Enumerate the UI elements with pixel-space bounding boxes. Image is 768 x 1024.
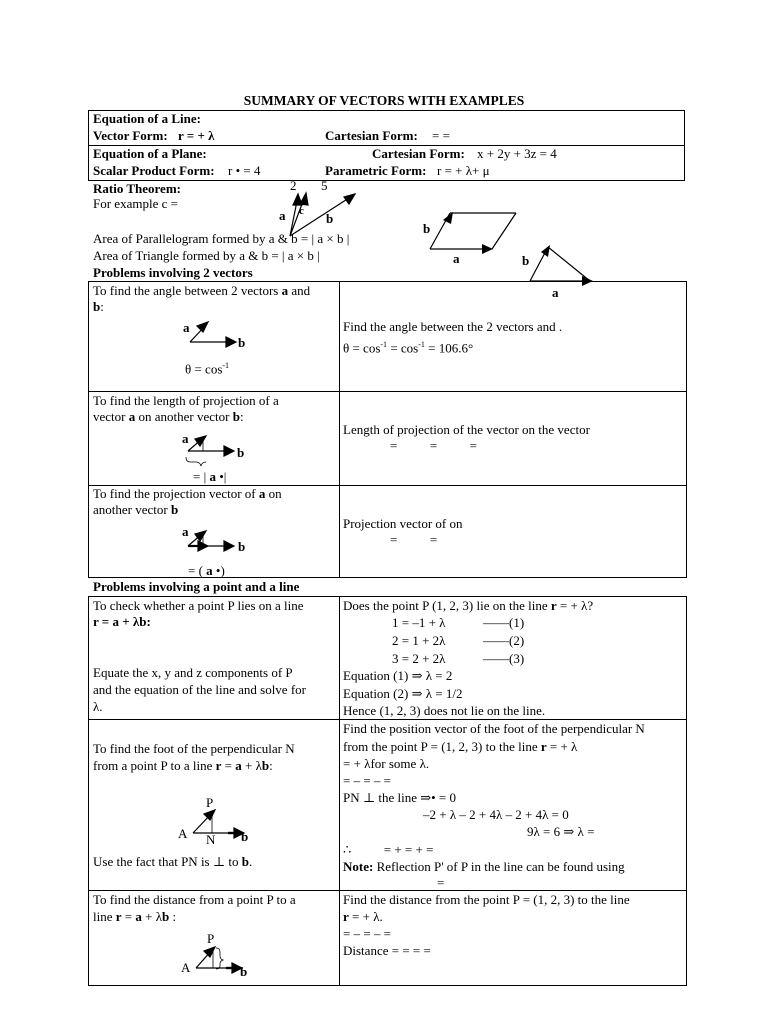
plane-cartesian-value: x + 2y + 3z = 4 <box>477 146 557 161</box>
row1-right-line1: Find the angle between the 2 vectors and . <box>343 319 563 334</box>
row3-left-line1: To find the projection vector of a on <box>93 486 282 501</box>
triangle-label-b: b <box>522 253 530 268</box>
row2-left-line2: vector a on another vector b: <box>93 409 244 424</box>
ratio-label-a: a <box>279 208 286 223</box>
row4-eq3: 3 = 2 + 2λ <box>392 651 446 666</box>
row3-label-b: b <box>238 539 246 554</box>
plane-parametric-label: Parametric Form: <box>325 163 427 178</box>
row3-right-line2: = = <box>390 532 438 547</box>
row6-right-line1: Find the distance from the point P = (1, 2, 3) to the line <box>343 892 630 907</box>
parallelogram-label-b: b <box>423 221 431 236</box>
line-heading: Equation of a Line: <box>93 111 201 126</box>
row1-label-a: a <box>183 320 190 335</box>
row4-left-line5: Equate the x, y and z components of P <box>93 665 293 680</box>
row6-label-P: P <box>207 931 215 946</box>
row1-left-line1: To find the angle between 2 vectors a and <box>93 283 311 298</box>
row4-left-line1: To check whether a point P lies on a line <box>93 598 304 613</box>
line-vector-value: r = + λ <box>178 128 215 143</box>
page-title: SUMMARY OF VECTORS WITH EXAMPLES <box>243 93 525 108</box>
row4-eq2: 2 = 1 + 2λ <box>392 633 446 648</box>
row4-left-line2: r = a + λb: <box>93 614 151 629</box>
row4-left-line7: λ. <box>93 699 103 714</box>
row2-right-line2: = = = <box>390 438 477 453</box>
row2-label-a: a <box>182 431 189 446</box>
parallelogram-label-a: a <box>453 251 460 266</box>
row5-right-line8: ∴ = + = + = <box>343 842 434 857</box>
parallelogram-area: Area of Parallelogram formed by a & b = | a × b | <box>93 231 350 246</box>
row6-left-line1: To find the distance from a point P to a <box>93 892 296 907</box>
row5-right-line2: from the point P = (1, 2, 3) to the line r = + λ <box>343 739 578 754</box>
row3-label-a: a <box>182 524 189 539</box>
row5-label-N: N <box>206 832 216 847</box>
row5-right-line4: = – = – = <box>343 773 391 788</box>
row2-right-line1: Length of projection of the vector on the vector <box>343 422 590 437</box>
row2-formula: = | a •| <box>193 469 227 484</box>
row3-left-line2: another vector b <box>93 502 179 517</box>
line-cartesian-label: Cartesian Form: <box>325 128 418 143</box>
row4-result1: Equation (1) ⇒ λ = 2 <box>343 668 453 683</box>
section-point-line: Problems involving a point and a line <box>93 579 300 594</box>
row4-tag3: ——(3) <box>483 651 525 666</box>
row1-left-line2: b: <box>93 299 104 314</box>
triangle-label-a: a <box>552 285 559 300</box>
row6-right-line4: Distance = = = = <box>343 943 431 958</box>
row5-left-line1: To find the foot of the perpendicular N <box>93 741 295 756</box>
line-vector-label: Vector Form: <box>93 128 168 143</box>
plane-scalar-value: r • = 4 <box>228 163 261 178</box>
row6-right-line2: r = + λ. <box>343 909 383 924</box>
row5-label-P: P <box>206 795 214 810</box>
line-cartesian-value: = = <box>432 128 450 143</box>
row4-result3: Hence (1, 2, 3) does not lie on the line. <box>343 703 546 718</box>
row5-right-line5: PN ⊥ the line ⇒• = 0 <box>343 790 456 805</box>
row5-right-line6: –2 + λ – 2 + 4λ – 2 + 4λ = 0 <box>423 807 569 822</box>
ratio-label-c: c <box>299 205 304 217</box>
row5-right-line10: = <box>437 875 445 890</box>
row2-left-line1: To find the length of projection of a <box>93 393 279 408</box>
ratio-heading: Ratio Theorem: <box>93 181 181 196</box>
plane-scalar-label: Scalar Product Form: <box>93 163 215 178</box>
section-two-vectors: Problems involving 2 vectors <box>93 265 253 280</box>
row6-label-b: b <box>240 964 248 979</box>
row1-label-b: b <box>238 335 246 350</box>
row1-theta: $\theta = \cos^{-1}$ <box>185 361 230 377</box>
plane-cartesian-label: Cartesian Form: <box>372 146 465 161</box>
row6-right-line3: = – = – = <box>343 926 391 941</box>
row5-right-line3: = + λfor some λ. <box>343 756 430 771</box>
row4-tag2: ——(2) <box>483 633 525 648</box>
plane-heading: Equation of a Plane: <box>93 146 207 161</box>
row4-left-line6: and the equation of the line and solve for <box>93 682 306 697</box>
row4-eq1: 1 = –1 + λ <box>392 615 446 630</box>
row5-right-line1: Find the position vector of the foot of the perpendicular N <box>343 721 645 736</box>
ratio-num-2: 2 <box>290 178 297 193</box>
triangle-area: Area of Triangle formed by a & b = | a × b | <box>93 248 320 263</box>
ratio-num-5: 5 <box>321 178 328 193</box>
row6-label-A: A <box>181 960 191 975</box>
row5-label-A: A <box>178 826 188 841</box>
row3-right-line1: Projection vector of on <box>343 516 463 531</box>
row3-formula: = ( a •) <box>188 563 225 578</box>
row6-left-line2: line r = a + λb : <box>93 909 177 924</box>
row4-result2: Equation (2) ⇒ λ = 1/2 <box>343 686 463 701</box>
row5-right-note: Note: Reflection P' of P in the line can be found using <box>343 859 625 874</box>
plane-parametric-value: r = + λ+ μ <box>437 163 490 178</box>
row4-tag1: ——(1) <box>483 615 525 630</box>
row5-left-line2: from a point P to a line r = a + λb: <box>93 758 273 773</box>
row5-label-b: b <box>241 829 249 844</box>
ratio-example: For example c = <box>93 196 178 211</box>
row5-left-bottom: Use the fact that PN is ⊥ to b. <box>93 854 253 869</box>
row2-label-b: b <box>237 445 245 460</box>
row5-right-line7: 9λ = 6 ⇒ λ = <box>527 824 595 839</box>
row1-right-line2: $\theta = \cos^{-1} = \cos^{-1} = 106.6^\circ$ <box>343 340 474 356</box>
ratio-label-b: b <box>326 211 334 226</box>
row4-right-line1: Does the point P (1, 2, 3) lie on the line r = + λ? <box>343 598 594 613</box>
